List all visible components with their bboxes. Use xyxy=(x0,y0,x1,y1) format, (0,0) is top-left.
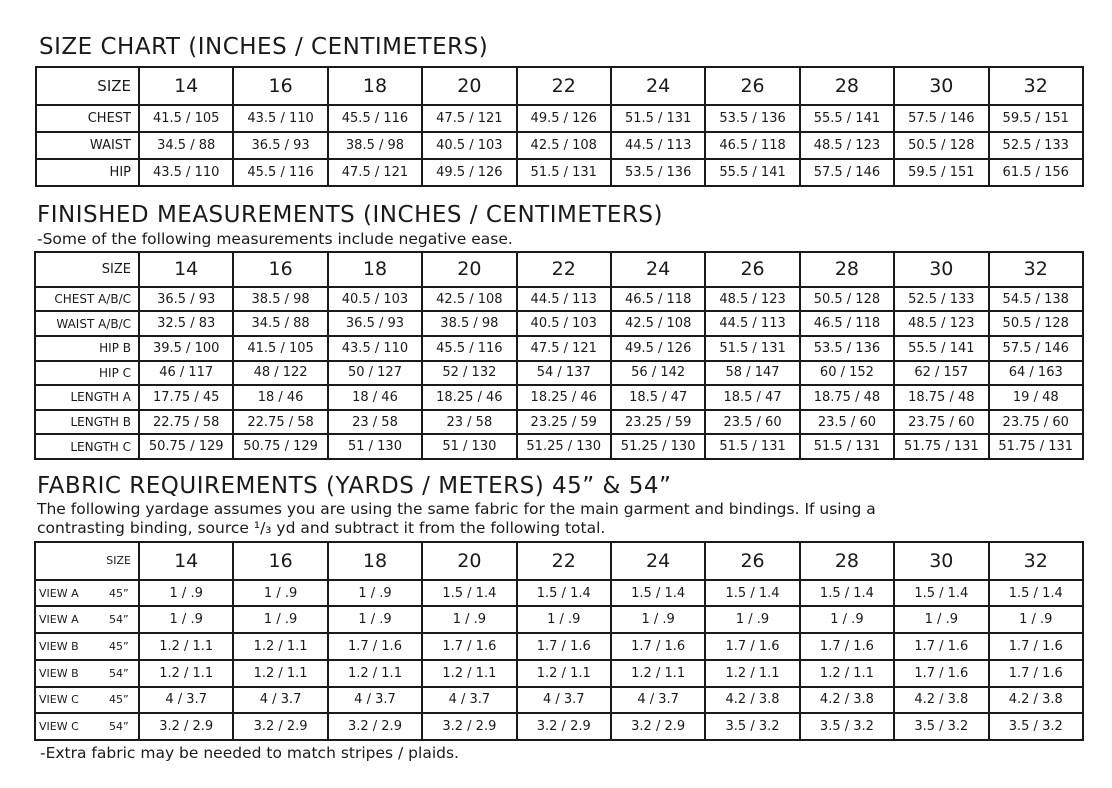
header-row xyxy=(36,67,1083,105)
table-cell: 3.5 / 3.2 xyxy=(989,713,1083,740)
table-cell: 51.25 / 130 xyxy=(517,434,611,459)
table-cell: 23.75 / 60 xyxy=(894,410,988,435)
table-cell: 1 / .9 xyxy=(328,580,422,607)
table-cell: 47.5 / 121 xyxy=(517,336,611,361)
size-header-label: SIZE xyxy=(35,542,139,580)
table-cell: 48.5 / 123 xyxy=(800,132,894,159)
table-cell: 1.2 / 1.1 xyxy=(517,660,611,687)
row-label: HIP B xyxy=(35,336,139,361)
table-cell: 49.5 / 126 xyxy=(611,336,705,361)
fabric-width-label: 54” xyxy=(109,720,129,734)
table-cell: 1.2 / 1.1 xyxy=(705,660,799,687)
row-label: CHEST xyxy=(36,105,139,132)
size-column-header: 20 xyxy=(422,67,516,105)
size-header-label: SIZE xyxy=(36,67,139,105)
table-cell: 50.5 / 128 xyxy=(989,311,1083,336)
finished-measurements-title: FINISHED MEASUREMENTS (INCHES / CENTIMETERS) xyxy=(37,202,664,228)
table-cell: 19 / 48 xyxy=(989,385,1083,410)
table-cell: 45.5 / 116 xyxy=(328,105,422,132)
table-cell: 50.75 / 129 xyxy=(139,434,233,459)
table-cell: 59.5 / 151 xyxy=(894,159,988,186)
row-label: WAIST A/B/C xyxy=(35,311,139,336)
table-cell: 23.5 / 60 xyxy=(800,410,894,435)
size-column-header: 30 xyxy=(894,252,988,287)
table-cell: 56 / 142 xyxy=(611,361,705,386)
table-cell: 22.75 / 58 xyxy=(139,410,233,435)
table-cell: 4.2 / 3.8 xyxy=(894,687,988,714)
table-cell: 50.5 / 128 xyxy=(894,132,988,159)
table-cell: 57.5 / 146 xyxy=(800,159,894,186)
size-column-header: 22 xyxy=(517,542,611,580)
size-column-header: 16 xyxy=(233,67,327,105)
table-cell: 57.5 / 146 xyxy=(894,105,988,132)
table-cell: 43.5 / 110 xyxy=(328,336,422,361)
fabric-requirements-title: FABRIC REQUIREMENTS (YARDS / METERS) 45” & 54” xyxy=(37,473,672,499)
table-cell: 62 / 157 xyxy=(894,361,988,386)
table-cell: 49.5 / 126 xyxy=(517,105,611,132)
table-row xyxy=(35,410,1083,435)
table-cell: 51 / 130 xyxy=(422,434,516,459)
fabric-requirements-table xyxy=(34,541,1084,741)
row-label: HIP C xyxy=(35,361,139,386)
table-cell: 48.5 / 123 xyxy=(894,311,988,336)
table-cell: 3.5 / 3.2 xyxy=(800,713,894,740)
table-cell: 38.5 / 98 xyxy=(233,287,327,312)
fabric-footnote: -Extra fabric may be needed to match stripes / plaids. xyxy=(40,744,459,762)
table-cell: 18.5 / 47 xyxy=(611,385,705,410)
table-cell: 3.2 / 2.9 xyxy=(328,713,422,740)
table-cell: 1.2 / 1.1 xyxy=(233,660,327,687)
row-label xyxy=(35,713,139,740)
size-column-header: 26 xyxy=(705,252,799,287)
table-cell: 50.75 / 129 xyxy=(233,434,327,459)
table-row xyxy=(35,385,1083,410)
table-cell: 1.7 / 1.6 xyxy=(989,633,1083,660)
table-cell: 55.5 / 141 xyxy=(894,336,988,361)
table-cell: 55.5 / 141 xyxy=(800,105,894,132)
table-cell: 59.5 / 151 xyxy=(989,105,1083,132)
size-column-header: 32 xyxy=(989,542,1083,580)
fabric-width-label: 54” xyxy=(109,613,129,627)
table-cell: 46 / 117 xyxy=(139,361,233,386)
fabric-width-label: 45” xyxy=(109,693,129,707)
table-cell: 3.2 / 2.9 xyxy=(517,713,611,740)
table-cell: 4 / 3.7 xyxy=(328,687,422,714)
table-cell: 40.5 / 103 xyxy=(517,311,611,336)
fabric-width-label: 45” xyxy=(109,586,129,600)
table-cell: 1 / .9 xyxy=(800,606,894,633)
size-column-header: 14 xyxy=(139,542,233,580)
fabric-width-label: 45” xyxy=(109,639,129,653)
row-label xyxy=(35,687,139,714)
table-cell: 4 / 3.7 xyxy=(139,687,233,714)
table-cell: 53.5 / 136 xyxy=(611,159,705,186)
table-cell: 40.5 / 103 xyxy=(328,287,422,312)
size-column-header: 20 xyxy=(422,542,516,580)
table-cell: 48.5 / 123 xyxy=(705,287,799,312)
table-cell: 3.2 / 2.9 xyxy=(611,713,705,740)
table-row xyxy=(35,336,1083,361)
table-cell: 61.5 / 156 xyxy=(989,159,1083,186)
table-cell: 64 / 163 xyxy=(989,361,1083,386)
fabric-requirements-note-line2: contrasting binding, source ¹/₃ yd and subtract it from the following total. xyxy=(37,519,606,537)
size-column-header: 14 xyxy=(139,67,233,105)
table-cell: 1 / .9 xyxy=(894,606,988,633)
table-cell: 50.5 / 128 xyxy=(800,287,894,312)
row-label: LENGTH A xyxy=(35,385,139,410)
table-cell: 53.5 / 136 xyxy=(800,336,894,361)
table-cell: 1.7 / 1.6 xyxy=(422,633,516,660)
table-cell: 1.2 / 1.1 xyxy=(611,660,705,687)
table-cell: 36.5 / 93 xyxy=(139,287,233,312)
row-label xyxy=(35,606,139,633)
table-cell: 1 / .9 xyxy=(705,606,799,633)
table-cell: 1.7 / 1.6 xyxy=(894,633,988,660)
table-cell: 42.5 / 108 xyxy=(422,287,516,312)
table-cell: 40.5 / 103 xyxy=(422,132,516,159)
table-cell: 1.7 / 1.6 xyxy=(894,660,988,687)
table-cell: 51 / 130 xyxy=(328,434,422,459)
table-cell: 18.75 / 48 xyxy=(894,385,988,410)
table-cell: 23 / 58 xyxy=(328,410,422,435)
table-cell: 54.5 / 138 xyxy=(989,287,1083,312)
row-label: WAIST xyxy=(36,132,139,159)
size-column-header: 28 xyxy=(800,67,894,105)
table-cell: 51.5 / 131 xyxy=(705,336,799,361)
size-column-header: 28 xyxy=(800,252,894,287)
table-cell: 55.5 / 141 xyxy=(705,159,799,186)
table-cell: 1.7 / 1.6 xyxy=(517,633,611,660)
size-column-header: 22 xyxy=(517,252,611,287)
table-cell: 4 / 3.7 xyxy=(517,687,611,714)
table-row xyxy=(35,580,1083,607)
table-row xyxy=(35,287,1083,312)
fabric-requirements-note-line1: The following yardage assumes you are using the same fabric for the main garment and bindings. If using a xyxy=(37,500,876,518)
table-cell: 1.2 / 1.1 xyxy=(139,660,233,687)
table-cell: 1.7 / 1.6 xyxy=(611,633,705,660)
table-row xyxy=(35,361,1083,386)
table-cell: 1 / .9 xyxy=(139,580,233,607)
row-label: CHEST A/B/C xyxy=(35,287,139,312)
table-cell: 18 / 46 xyxy=(233,385,327,410)
table-row xyxy=(35,660,1083,687)
table-cell: 44.5 / 113 xyxy=(611,132,705,159)
table-cell: 46.5 / 118 xyxy=(800,311,894,336)
table-cell: 22.75 / 58 xyxy=(233,410,327,435)
row-label: LENGTH C xyxy=(35,434,139,459)
size-column-header: 32 xyxy=(989,67,1083,105)
header-row xyxy=(35,252,1083,287)
size-column-header: 30 xyxy=(894,67,988,105)
table-cell: 57.5 / 146 xyxy=(989,336,1083,361)
table-cell: 42.5 / 108 xyxy=(517,132,611,159)
finished-measurements-table xyxy=(34,251,1084,460)
table-cell: 3.5 / 3.2 xyxy=(894,713,988,740)
table-cell: 1.5 / 1.4 xyxy=(517,580,611,607)
size-column-header: 26 xyxy=(705,67,799,105)
size-column-header: 24 xyxy=(611,252,705,287)
row-label xyxy=(35,660,139,687)
table-row xyxy=(36,132,1083,159)
size-column-header: 28 xyxy=(800,542,894,580)
table-cell: 44.5 / 113 xyxy=(705,311,799,336)
table-row xyxy=(35,687,1083,714)
table-cell: 34.5 / 88 xyxy=(233,311,327,336)
table-cell: 52.5 / 133 xyxy=(894,287,988,312)
table-row xyxy=(36,105,1083,132)
table-cell: 58 / 147 xyxy=(705,361,799,386)
size-column-header: 18 xyxy=(328,542,422,580)
view-label: VIEW C xyxy=(39,720,79,734)
header-row xyxy=(35,542,1083,580)
table-cell: 42.5 / 108 xyxy=(611,311,705,336)
table-cell: 36.5 / 93 xyxy=(233,132,327,159)
table-cell: 1.5 / 1.4 xyxy=(800,580,894,607)
table-cell: 1.2 / 1.1 xyxy=(800,660,894,687)
size-chart-table xyxy=(35,66,1084,187)
table-cell: 18.25 / 46 xyxy=(517,385,611,410)
table-cell: 1.5 / 1.4 xyxy=(422,580,516,607)
row-label: LENGTH B xyxy=(35,410,139,435)
view-label: VIEW A xyxy=(39,613,79,627)
table-cell: 23 / 58 xyxy=(422,410,516,435)
table-cell: 60 / 152 xyxy=(800,361,894,386)
size-column-header: 20 xyxy=(422,252,516,287)
table-cell: 54 / 137 xyxy=(517,361,611,386)
table-cell: 1.5 / 1.4 xyxy=(705,580,799,607)
table-cell: 18.25 / 46 xyxy=(422,385,516,410)
table-cell: 51.5 / 131 xyxy=(611,105,705,132)
size-column-header: 24 xyxy=(611,542,705,580)
size-column-header: 30 xyxy=(894,542,988,580)
table-cell: 38.5 / 98 xyxy=(328,132,422,159)
table-cell: 46.5 / 118 xyxy=(705,132,799,159)
table-cell: 41.5 / 105 xyxy=(233,336,327,361)
table-cell: 4 / 3.7 xyxy=(233,687,327,714)
table-cell: 52.5 / 133 xyxy=(989,132,1083,159)
table-cell: 1 / .9 xyxy=(422,606,516,633)
table-cell: 1.7 / 1.6 xyxy=(989,660,1083,687)
view-label: VIEW B xyxy=(39,666,79,680)
size-column-header: 16 xyxy=(233,542,327,580)
table-cell: 4.2 / 3.8 xyxy=(800,687,894,714)
table-cell: 23.25 / 59 xyxy=(611,410,705,435)
table-cell: 4.2 / 3.8 xyxy=(705,687,799,714)
size-column-header: 22 xyxy=(517,67,611,105)
size-column-header: 26 xyxy=(705,542,799,580)
table-cell: 1 / .9 xyxy=(233,606,327,633)
table-cell: 3.2 / 2.9 xyxy=(233,713,327,740)
table-cell: 1.2 / 1.1 xyxy=(422,660,516,687)
table-cell: 46.5 / 118 xyxy=(611,287,705,312)
table-cell: 23.25 / 59 xyxy=(517,410,611,435)
view-label: VIEW C xyxy=(39,693,79,707)
finished-measurements-note: -Some of the following measurements include negative ease. xyxy=(37,230,513,248)
table-cell: 50 / 127 xyxy=(328,361,422,386)
table-cell: 43.5 / 110 xyxy=(233,105,327,132)
table-cell: 51.5 / 131 xyxy=(800,434,894,459)
row-label: HIP xyxy=(36,159,139,186)
size-column-header: 18 xyxy=(328,67,422,105)
table-cell: 36.5 / 93 xyxy=(328,311,422,336)
table-row xyxy=(35,633,1083,660)
table-cell: 3.5 / 3.2 xyxy=(705,713,799,740)
size-column-header: 14 xyxy=(139,252,233,287)
table-cell: 4 / 3.7 xyxy=(611,687,705,714)
table-cell: 1 / .9 xyxy=(139,606,233,633)
table-cell: 4 / 3.7 xyxy=(422,687,516,714)
table-row xyxy=(35,434,1083,459)
table-cell: 43.5 / 110 xyxy=(139,159,233,186)
table-cell: 32.5 / 83 xyxy=(139,311,233,336)
table-cell: 3.2 / 2.9 xyxy=(422,713,516,740)
table-cell: 52 / 132 xyxy=(422,361,516,386)
table-cell: 47.5 / 121 xyxy=(328,159,422,186)
table-cell: 51.75 / 131 xyxy=(989,434,1083,459)
table-cell: 53.5 / 136 xyxy=(705,105,799,132)
table-cell: 48 / 122 xyxy=(233,361,327,386)
size-header-label: SIZE xyxy=(35,252,139,287)
table-cell: 1.2 / 1.1 xyxy=(328,660,422,687)
table-cell: 18.5 / 47 xyxy=(705,385,799,410)
table-cell: 51.5 / 131 xyxy=(517,159,611,186)
table-cell: 1.5 / 1.4 xyxy=(989,580,1083,607)
table-row xyxy=(35,713,1083,740)
table-cell: 1.2 / 1.1 xyxy=(233,633,327,660)
table-cell: 51.75 / 131 xyxy=(894,434,988,459)
table-row xyxy=(35,311,1083,336)
table-cell: 1.5 / 1.4 xyxy=(894,580,988,607)
table-cell: 1.7 / 1.6 xyxy=(705,633,799,660)
size-chart-title: SIZE CHART (INCHES / CENTIMETERS) xyxy=(39,34,489,60)
table-cell: 1 / .9 xyxy=(611,606,705,633)
table-cell: 1 / .9 xyxy=(328,606,422,633)
table-cell: 45.5 / 116 xyxy=(422,336,516,361)
size-column-header: 16 xyxy=(233,252,327,287)
table-cell: 18 / 46 xyxy=(328,385,422,410)
table-row xyxy=(36,159,1083,186)
size-column-header: 18 xyxy=(328,252,422,287)
size-column-header: 24 xyxy=(611,67,705,105)
table-cell: 39.5 / 100 xyxy=(139,336,233,361)
table-cell: 3.2 / 2.9 xyxy=(139,713,233,740)
table-cell: 1 / .9 xyxy=(517,606,611,633)
table-cell: 1 / .9 xyxy=(989,606,1083,633)
table-cell: 1 / .9 xyxy=(233,580,327,607)
table-cell: 17.75 / 45 xyxy=(139,385,233,410)
table-cell: 45.5 / 116 xyxy=(233,159,327,186)
table-cell: 44.5 / 113 xyxy=(517,287,611,312)
view-label: VIEW A xyxy=(39,586,79,600)
table-cell: 41.5 / 105 xyxy=(139,105,233,132)
view-label: VIEW B xyxy=(39,639,79,653)
table-row xyxy=(35,606,1083,633)
table-cell: 49.5 / 126 xyxy=(422,159,516,186)
table-cell: 34.5 / 88 xyxy=(139,132,233,159)
fabric-width-label: 54” xyxy=(109,666,129,680)
table-cell: 4.2 / 3.8 xyxy=(989,687,1083,714)
table-cell: 47.5 / 121 xyxy=(422,105,516,132)
row-label xyxy=(35,580,139,607)
row-label xyxy=(35,633,139,660)
table-cell: 38.5 / 98 xyxy=(422,311,516,336)
table-cell: 1.7 / 1.6 xyxy=(800,633,894,660)
table-cell: 1.5 / 1.4 xyxy=(611,580,705,607)
table-cell: 1.7 / 1.6 xyxy=(328,633,422,660)
size-column-header: 32 xyxy=(989,252,1083,287)
table-cell: 51.5 / 131 xyxy=(705,434,799,459)
table-cell: 51.25 / 130 xyxy=(611,434,705,459)
table-cell: 18.75 / 48 xyxy=(800,385,894,410)
table-cell: 1.2 / 1.1 xyxy=(139,633,233,660)
table-cell: 23.5 / 60 xyxy=(705,410,799,435)
table-cell: 23.75 / 60 xyxy=(989,410,1083,435)
